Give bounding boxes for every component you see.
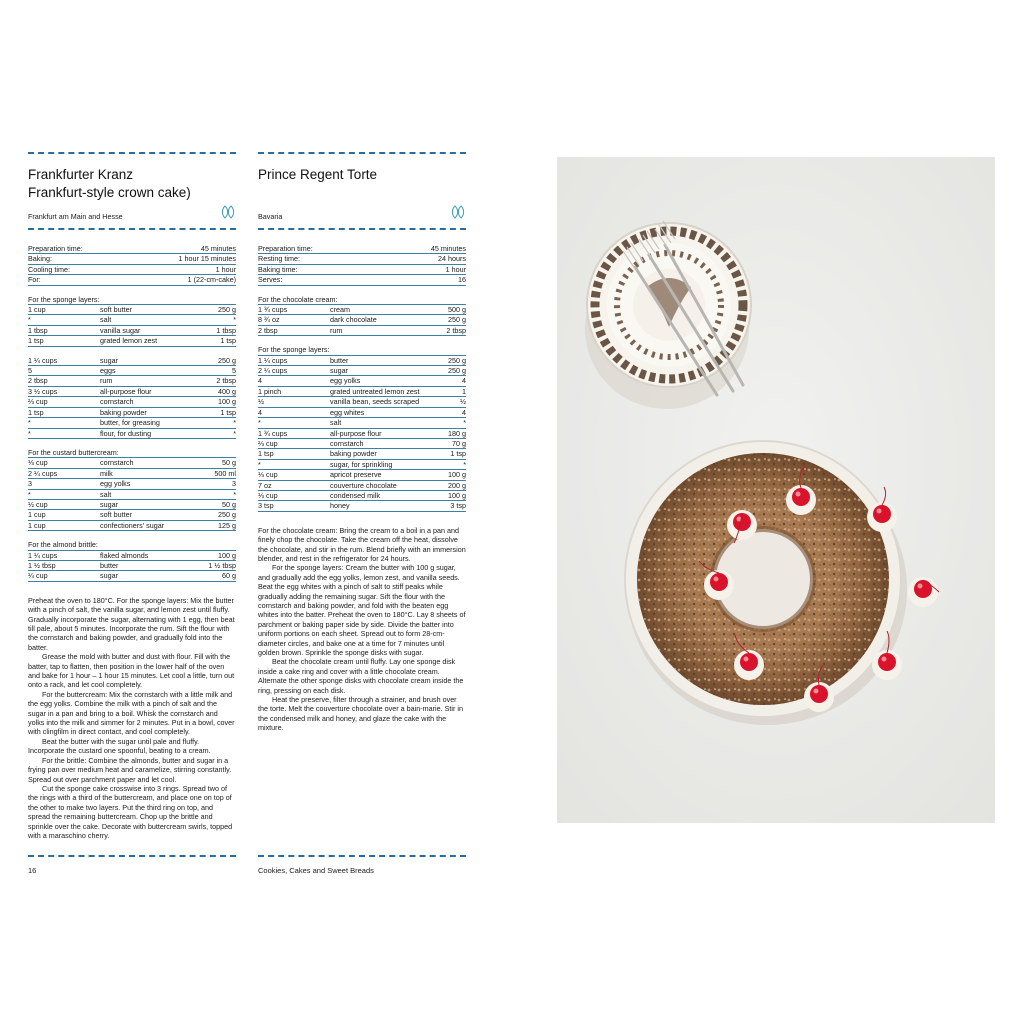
ingredient-amount: 2 tbsp: [446, 325, 466, 335]
ingredient-row: [28, 490, 236, 500]
ingredient-item: milk: [100, 468, 113, 478]
ingredient-list: [28, 295, 236, 582]
ingredient-amount: 4: [462, 376, 466, 386]
meta-row: [28, 244, 236, 254]
ingredient-item: salt: [100, 315, 112, 325]
meta-label: For:: [28, 275, 41, 285]
ingredient-row: [28, 510, 236, 520]
ingredient-item: confectioners' sugar: [100, 520, 165, 530]
ingredient-amount: 500 ml: [214, 468, 236, 478]
recipe-frankfurter-kranz: [28, 152, 236, 840]
meta-row: [258, 275, 466, 285]
ingredient-amount: 1 ½ tbsp: [208, 560, 236, 570]
title-line: Prince Regent Torte: [258, 167, 378, 182]
method-paragraph: For the brittle: Combine the almonds, butter and sugar in a frying pan over medium heat and caramelize, stirring constantly. Spread out over parchment paper and let cool.: [28, 755, 232, 784]
ingredient-qty: 1 tsp: [28, 407, 44, 417]
ingredient-qty: 1 ¼ cups: [258, 355, 288, 365]
title-line-empty: [258, 184, 466, 202]
method-paragraph: Beat the butter with the sugar until pale and fluffy. Incorporate the custard one spoonful, beating to a cream.: [28, 736, 211, 756]
title-line: Frankfurter Kranz: [28, 167, 134, 182]
vegetarian-leaf-icon: [220, 204, 236, 220]
ingredient-qty: 3 tsp: [258, 501, 274, 511]
ingredient-amount: *: [463, 418, 466, 428]
ingredient-row: [258, 491, 466, 501]
top-divider: [258, 152, 466, 154]
ingredient-amount: 50 g: [222, 499, 236, 509]
ingredient-qty: ⅓ cup: [258, 490, 278, 500]
ingredient-item: butter: [100, 560, 119, 570]
ingredient-item: soft butter: [100, 305, 132, 315]
ingredient-amount: 100 g: [448, 490, 466, 500]
ingredient-row: [28, 418, 236, 428]
ingredient-row: [258, 418, 466, 428]
ingredient-amount: 3 tsp: [450, 501, 466, 511]
ingredient-item: salt: [100, 489, 112, 499]
meta-row: [28, 265, 236, 275]
ingredient-item: flaked almonds: [100, 550, 149, 560]
ingredient-row: [28, 326, 236, 336]
ingredient-row: [28, 397, 236, 407]
ingredient-qty: ⅔ cup: [28, 397, 48, 407]
meta-value: 16: [458, 275, 466, 285]
meta-label: Baking time:: [258, 264, 298, 274]
ingredient-item: sugar: [100, 499, 118, 509]
ingredient-row: [28, 521, 236, 531]
ingredient-qty: ⅔ cup: [258, 438, 278, 448]
ingredient-qty: 1 ¼ cups: [28, 550, 58, 560]
top-divider: [28, 152, 236, 154]
ingredient-amount: 4: [462, 407, 466, 417]
ingredient-qty: 1 tsp: [258, 449, 274, 459]
ingredient-qty: *: [28, 418, 31, 428]
ingredient-amount: 1 tbsp: [216, 325, 236, 335]
ingredient-item: sugar: [100, 355, 118, 365]
ingredient-item: couverture chocolate: [330, 480, 397, 490]
ingredient-item: vanilla sugar: [100, 325, 141, 335]
meta-value: 1 (22-cm-cake): [187, 275, 236, 285]
ingredient-group: [258, 295, 466, 337]
meta-table: [28, 244, 236, 286]
ingredient-amount: 1 tsp: [450, 449, 466, 459]
meta-label: Baking:: [28, 254, 52, 264]
ingredient-qty: 1 cup: [28, 520, 46, 530]
ingredient-row: [258, 326, 466, 336]
ingredient-qty: *: [28, 489, 31, 499]
ingredient-qty: 3: [28, 479, 32, 489]
ingredient-row: [28, 458, 236, 468]
ingredient-row: [28, 500, 236, 510]
meta-table: [258, 244, 466, 286]
ingredient-amount: 250 g: [448, 315, 466, 325]
ingredient-item: all-purpose flour: [100, 386, 152, 396]
ingredient-row: [28, 408, 236, 418]
ingredient-qty: 8 ¾ oz: [258, 315, 280, 325]
method-paragraph: Heat the preserve, filter through a strainer, and brush over the torte. Melt the couverture chocolate over a bain-marie. Stir in the condensed milk and honey, and glaze the cake with the mixture.: [258, 695, 463, 733]
ingredient-qty: 4: [258, 376, 262, 386]
footer-divider: [258, 855, 466, 857]
ingredient-item: rum: [330, 325, 343, 335]
ingredient-row: [28, 571, 236, 581]
ingredient-amount: 500 g: [448, 305, 466, 315]
method-paragraph: Grease the mold with butter and dust with flour. Fill with the batter, tap to flatten, then position in the lower half of the oven and bake for 1 hour – 1 hour 15 minutes. Let cool a little, turn out onto a rack, and let cool completely.: [28, 652, 235, 690]
meta-value: 45 minutes: [200, 244, 236, 253]
ingredient-row: [28, 387, 236, 397]
ingredient-qty: *: [28, 315, 31, 325]
ingredient-row: [258, 305, 466, 315]
method-paragraph: For the sponge layers: Cream the butter with 100 g sugar, and gradually add the egg yolks, lemon zest, and vanilla seeds. Beat the egg whites with a pinch of salt to stiff peaks while gradually adding the remaining sugar. Sift the flour with the cornstarch and baking powder, and fold with the beaten egg whites into the batter. Preheat the oven to 180°C. Lay 8 sheets of parchment or baking paper side by side. Divide the batter into uniform portions on each sheet. Spread out to form 28-cm-diameter circles, and bake one at a time for 7 minutes until golden brown. Sprinkle the sponge disks with sugar.: [258, 563, 466, 658]
ingredient-amount: 50 g: [222, 458, 236, 468]
ingredient-qty: 1 pinch: [258, 386, 282, 396]
ingredient-amount: 5: [232, 366, 236, 376]
ingredient-item: cornstarch: [330, 438, 364, 448]
ingredient-row: [28, 479, 236, 489]
ingredient-item: salt: [330, 418, 342, 428]
ingredient-qty: 1 ½ tbsp: [28, 560, 56, 570]
ingredient-row: [258, 460, 466, 470]
meta-label: Preparation time:: [28, 244, 83, 253]
ingredient-item: egg yolks: [100, 479, 131, 489]
ingredient-amount: *: [233, 418, 236, 428]
ingredient-qty: 4: [258, 407, 262, 417]
ingredient-amount: 250 g: [448, 355, 466, 365]
ingredient-item: honey: [330, 501, 350, 511]
ingredient-qty: 2 tbsp: [28, 376, 48, 386]
method-paragraph: For the buttercream: Mix the cornstarch with a little milk and the egg yolks. Combine the milk with a pinch of salt and the sugar in a pan and bring to a boil. Whisk the cornstarch and yolks into the milk and simmer for 2 minutes. Put in a bowl, cover with clingfilm in direct contact, and cool completely.: [28, 689, 235, 737]
ingredient-group-heading: For the sponge layers:: [28, 295, 236, 305]
ingredient-amount: 2 tbsp: [216, 376, 236, 386]
ingredient-group: [258, 345, 466, 512]
ingredient-qty: *: [28, 428, 31, 438]
ingredient-item: baking powder: [330, 449, 377, 459]
ingredient-item: butter: [330, 355, 349, 365]
ingredient-row: [258, 356, 466, 366]
ingredient-group: [28, 448, 236, 531]
region-label: Bavaria: [258, 212, 283, 221]
ingredient-item: all-purpose flour: [330, 428, 382, 438]
ingredient-row: [28, 469, 236, 479]
ingredient-row: [28, 551, 236, 561]
meta-label: Preparation time:: [258, 244, 313, 253]
ingredient-qty: ⅓ cup: [258, 470, 278, 480]
ingredient-row: [258, 429, 466, 439]
meta-value: 45 minutes: [430, 244, 466, 253]
ingredient-qty: ¼ cup: [28, 571, 48, 581]
ingredient-item: egg whites: [330, 407, 365, 417]
ingredient-item: sugar: [100, 571, 118, 581]
ingredient-row: [28, 561, 236, 571]
ingredient-qty: ⅓ cup: [28, 458, 48, 468]
ingredient-amount: *: [233, 428, 236, 438]
ingredient-qty: *: [258, 418, 261, 428]
ingredient-item: rum: [100, 376, 113, 386]
meta-value: 1 hour: [445, 264, 466, 274]
ingredient-row: [258, 470, 466, 480]
ingredient-amount: *: [233, 489, 236, 499]
ingredient-item: flour, for dusting: [100, 428, 152, 438]
header-divider: [258, 228, 466, 230]
header-divider: [28, 228, 236, 230]
ingredient-qty: 2 ¼ cups: [258, 366, 288, 376]
ingredient-row: [28, 305, 236, 315]
ingredient-amount: 100 g: [218, 550, 236, 560]
ingredient-item: butter, for greasing: [100, 418, 160, 428]
ingredient-row: [28, 315, 236, 325]
meta-row: [28, 254, 236, 264]
ingredient-amount: 1 tsp: [220, 336, 236, 346]
page-number: 16: [28, 866, 37, 875]
ingredient-amount: 250 g: [448, 366, 466, 376]
ingredient-row: [258, 315, 466, 325]
ingredient-row: [28, 429, 236, 439]
ingredient-row: [258, 449, 466, 459]
meta-row: [28, 275, 236, 285]
ingredient-item: sugar, for sprinkling: [330, 459, 393, 469]
ingredient-qty: 1 ¾ cups: [258, 305, 288, 315]
meta-row: [258, 244, 466, 254]
ingredient-row: [258, 501, 466, 511]
ingredient-qty: *: [258, 459, 261, 469]
meta-label: Cooling time:: [28, 264, 70, 274]
ingredient-item: dark chocolate: [330, 315, 377, 325]
ingredient-group-heading: For the almond brittle:: [28, 540, 236, 550]
ingredient-item: grated untreated lemon zest: [330, 386, 420, 396]
ingredient-qty: 1 tbsp: [28, 325, 48, 335]
meta-label: Serves:: [258, 275, 283, 285]
ingredient-item: grated lemon zest: [100, 336, 158, 346]
ingredient-amount: 70 g: [452, 438, 466, 448]
plate-illustration: [585, 221, 751, 409]
ingredient-group-heading: For the sponge layers:: [258, 345, 466, 355]
method-text: [258, 526, 466, 733]
ingredient-row: [28, 366, 236, 376]
method-paragraph: For the chocolate cream: Bring the cream to a boil in a pan and finely chop the chocolate. Take the cream off the heat, dissolve the chocolate, and stir in the rum. Blend briefly with an immersion blender, and rest in the refrigerator for 24 hours.: [258, 525, 466, 563]
ingredient-item: cornstarch: [100, 397, 134, 407]
region-label: Frankfurt am Main and Hesse: [28, 212, 123, 221]
section-title: Cookies, Cakes and Sweet Breads: [258, 866, 374, 875]
ingredient-amount: ½: [460, 397, 466, 407]
method-paragraph: Preheat the oven to 180°C. For the sponge layers: Mix the butter with a pinch of salt, the vanilla sugar, and lemon zest until fluffy. Gradually incorporate the sugar, alternating with 1 egg, then beat till pale, about 5 minutes. Incorporate the rum. Sift the flour with the cornstarch and baking powder, and gradually fold into the batter.: [28, 595, 235, 652]
recipe-title: [258, 166, 466, 202]
ingredient-item: egg yolks: [330, 376, 361, 386]
ingredient-qty: 2 ¼ cups: [28, 468, 58, 478]
ingredient-amount: 400 g: [218, 386, 236, 396]
ingredient-item: vanilla bean, seeds scraped: [330, 397, 420, 407]
footer-divider: [28, 855, 236, 857]
ingredient-item: apricot preserve: [330, 470, 382, 480]
ingredient-qty: 5: [28, 366, 32, 376]
title-line: Frankfurt-style crown cake): [28, 185, 191, 200]
recipe-title: [28, 166, 236, 202]
ingredient-qty: 1 cup: [28, 305, 46, 315]
ingredient-item: cornstarch: [100, 458, 134, 468]
meta-label: Resting time:: [258, 254, 300, 264]
ingredient-amount: 1 tsp: [220, 407, 236, 417]
ingredient-amount: 125 g: [218, 520, 236, 530]
ingredient-row: [258, 366, 466, 376]
ingredient-amount: 250 g: [218, 355, 236, 365]
vegetarian-leaf-icon: [450, 204, 466, 220]
ingredient-amount: 100 g: [448, 470, 466, 480]
meta-row: [258, 254, 466, 264]
ingredient-amount: 60 g: [222, 571, 236, 581]
meta-row: [258, 265, 466, 275]
method-paragraph: Cut the sponge cake crosswise into 3 rings. Spread two of the rings with a third of the buttercream, and place one on top of the other to make two layers. Put the third ring on top, and spread the remaining buttercream. Chop up the brittle and sprinkle over the cake. Decorate with buttercream swirls, topped with a maraschino cherry.: [28, 783, 233, 840]
cake-photo-illustration: [557, 157, 995, 823]
ingredient-amount: 3: [232, 479, 236, 489]
ingredient-item: eggs: [100, 366, 116, 376]
ingredient-row: [28, 356, 236, 366]
ingredient-qty: 1 ¼ cups: [28, 355, 58, 365]
ingredient-qty: 3 ½ cups: [28, 386, 58, 396]
ingredient-item: sugar: [330, 366, 348, 376]
region-row: [258, 210, 466, 224]
ingredient-group: [28, 295, 236, 439]
ingredient-row: [28, 336, 236, 346]
ingredient-qty: 1 ¾ cups: [258, 428, 288, 438]
ingredient-qty: 2 tbsp: [258, 325, 278, 335]
recipe-prince-regent-torte: [258, 152, 466, 733]
ingredient-group-heading: For the custard buttercream:: [28, 448, 236, 458]
ingredient-group-heading: For the chocolate cream:: [258, 295, 466, 305]
meta-value: 1 hour 15 minutes: [178, 254, 236, 264]
ingredient-amount: 250 g: [218, 305, 236, 315]
ingredient-amount: 250 g: [218, 510, 236, 520]
ingredient-amount: 1: [462, 386, 466, 396]
ingredient-row: [258, 481, 466, 491]
ingredient-amount: *: [463, 459, 466, 469]
ingredient-qty: 1 tsp: [28, 336, 44, 346]
ingredient-item: condensed milk: [330, 490, 380, 500]
ingredient-qty: 7 oz: [258, 480, 272, 490]
ingredient-list: [258, 295, 466, 512]
ingredient-row: [258, 387, 466, 397]
ingredient-item: baking powder: [100, 407, 147, 417]
ingredient-amount: 180 g: [448, 428, 466, 438]
ingredient-amount: 200 g: [448, 480, 466, 490]
meta-value: 1 hour: [215, 264, 236, 274]
method-text: [28, 596, 236, 841]
ingredient-row: [258, 397, 466, 407]
ingredient-item: cream: [330, 305, 350, 315]
ingredient-amount: *: [233, 315, 236, 325]
region-row: [28, 210, 236, 224]
ingredient-row: [258, 376, 466, 386]
ingredient-qty: 1 cup: [28, 510, 46, 520]
ingredient-spacer: [28, 347, 236, 356]
ingredient-amount: 100 g: [218, 397, 236, 407]
ingredient-qty: ½ cup: [28, 499, 48, 509]
ingredient-row: [258, 439, 466, 449]
ingredient-row: [258, 408, 466, 418]
ingredient-row: [28, 376, 236, 386]
ingredient-item: soft butter: [100, 510, 132, 520]
meta-value: 24 hours: [438, 254, 466, 264]
cake-photo: [557, 157, 995, 823]
method-paragraph: Beat the chocolate cream until fluffy. Lay one sponge disk inside a cake ring and cover with a little chocolate cream. Alternate the other sponge disks with chocolate cream inside the ring, pressing on each disk.: [258, 657, 464, 695]
ingredient-qty: ½: [258, 397, 264, 407]
ingredient-group: [28, 540, 236, 582]
